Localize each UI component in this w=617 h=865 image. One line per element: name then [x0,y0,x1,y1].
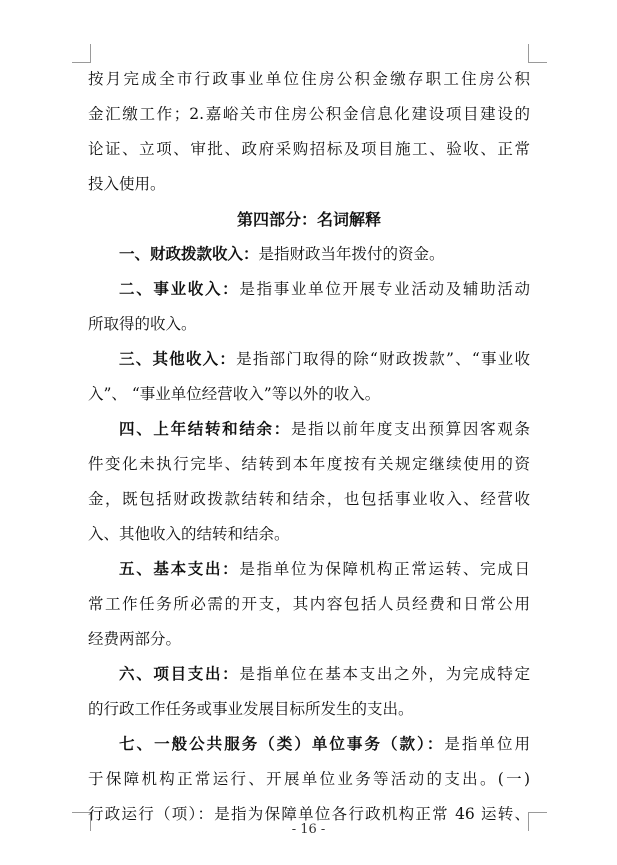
definition-continuation: 所取得的收入。 [88,315,197,333]
definition-text: 是指部门取得的除“财政拨款”、“事业收 [236,350,530,368]
definition-text: 是指单位在基本支出之外，为完成特定 [239,665,530,683]
crop-mark-top-left [72,44,91,63]
definition-item [88,342,530,377]
definition-item [88,412,530,447]
definition-text: 是指单位为保障机构正常运转、完成日 [239,560,530,578]
crop-mark-top-right [528,44,547,63]
definition-continuation: 常工作任务所必需的开支，其内容包括人员经费和日常公用 [88,595,530,613]
definition-term: 二、事业收入： [119,280,240,298]
definition-continuation: 的行政工作任务或事业发展目标所发生的支出。 [88,700,414,718]
definition-term: 四、上年结转和结余： [119,420,291,438]
definition-continuation: 金，既包括财政拨款结转和结余，也包括事业收入、经营收 [88,490,530,508]
definition-term: 一、财政拨款收入： [119,245,259,263]
definition-term: 三、其他收入： [119,350,237,368]
definition-term: 六、项目支出： [119,665,240,683]
definition-text: 是指以前年度支出预算因客观条 [290,420,530,438]
definition-item [88,727,530,762]
definition-continuation: 行政运行（项）：是指为保障单位各行政机构正常 46 运转、 [88,805,530,823]
section-heading: 第四部分：名词解释 [236,210,381,229]
definition-continuation: 入、其他收入的结转和结余。 [88,525,290,543]
text-line: 金汇缴工作；2.嘉峪关市住房公积金信息化建设项目建设的 [88,105,530,123]
definition-continuation: 经费两部分。 [88,630,182,648]
definition-item [88,552,530,587]
definition-text: 是指财政当年拨付的资金。 [258,245,445,263]
definition-text: 是指单位用 [444,735,530,753]
definition-continuation: 件变化未执行完毕、结转到本年度按有关规定继续使用的资 [88,455,530,473]
definition-item [88,237,530,272]
text-line: 投入使用。 [88,175,166,193]
definition-continuation: 于保障机构正常运行、开展单位业务等活动的支出。(一) [88,770,530,788]
document-body [88,62,530,832]
definition-continuation: 入”、 “事业单位经营收入”等以外的收入。 [88,385,381,403]
definition-text: 是指事业单位开展专业活动及辅助活动 [239,280,530,298]
definition-item [88,657,530,692]
definition-term: 七、一般公共服务（类）单位事务（款）： [119,735,445,753]
text-line: 按月完成全市行政事业单位住房公积金缴存职工住房公积 [88,70,530,88]
page-number: - 16 - [291,822,326,837]
text-line: 论证、立项、审批、政府采购招标及项目施工、验收、正常 [88,140,530,158]
definition-item [88,272,530,307]
definition-term: 五、基本支出： [119,560,240,578]
